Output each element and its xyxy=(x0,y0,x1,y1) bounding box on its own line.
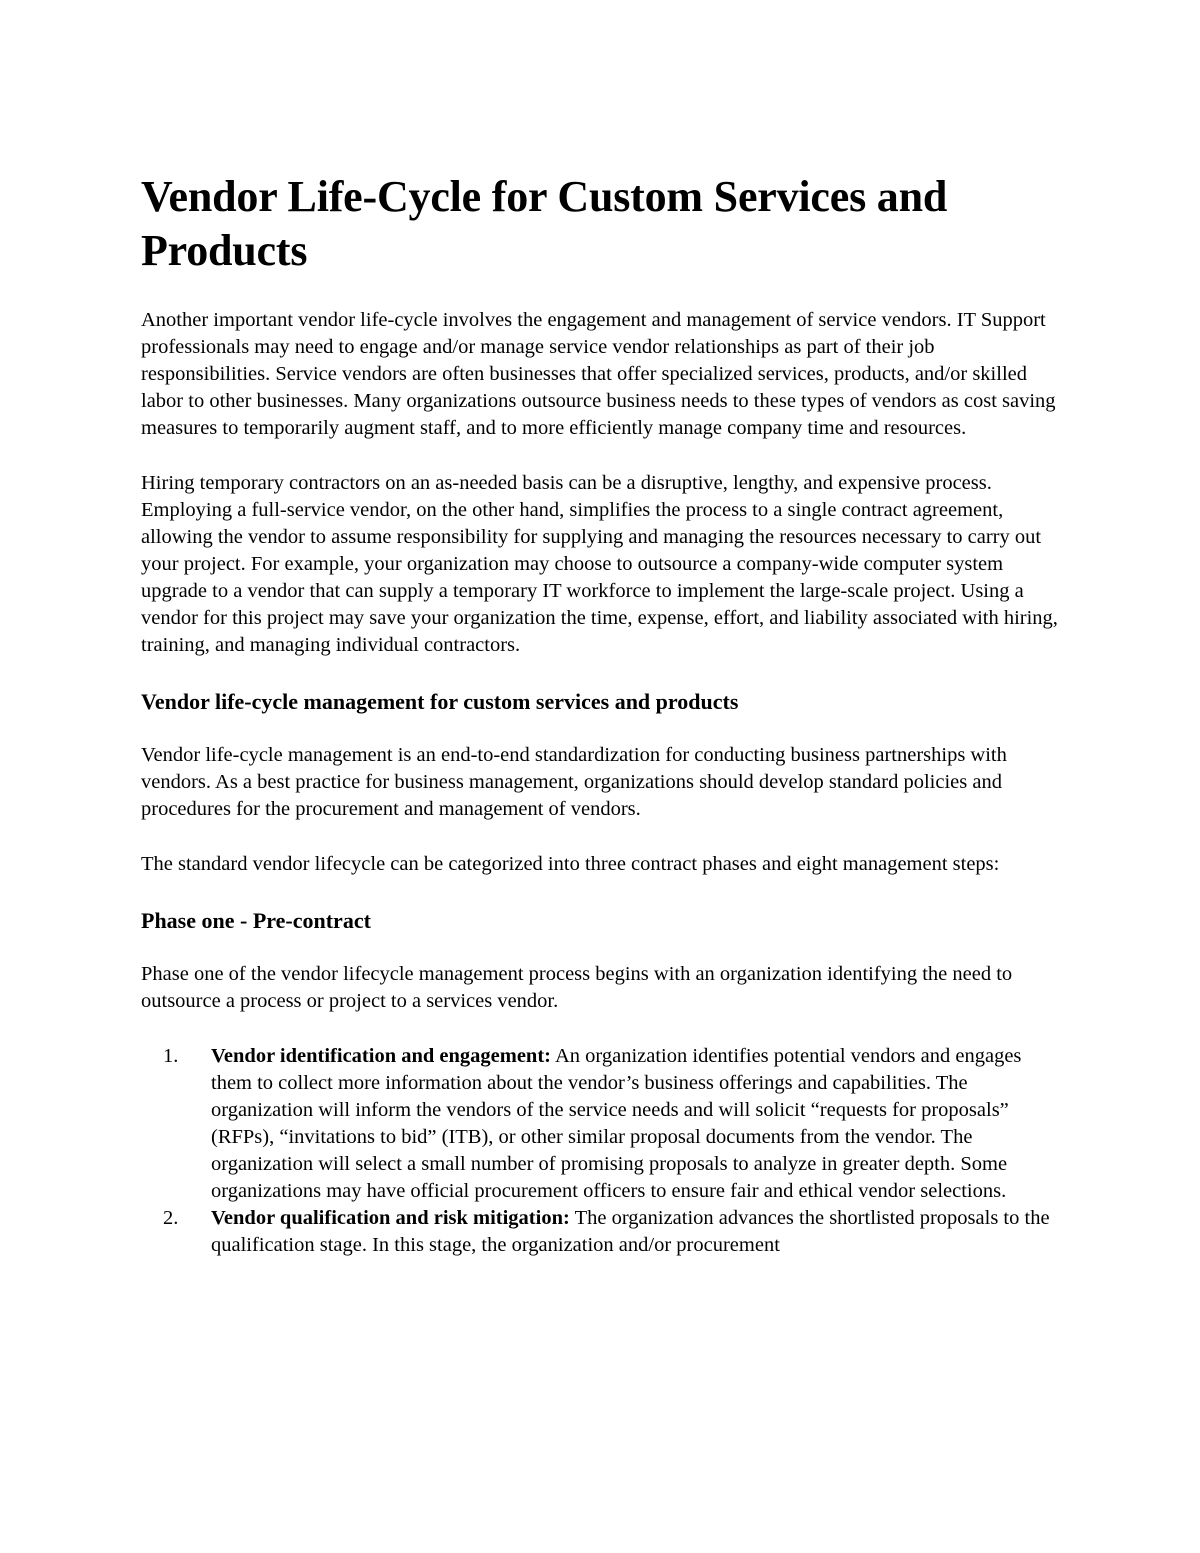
section-paragraph-1: Vendor life-cycle management is an end-to-end standardization for conducting business partnerships with vendors. As a best practice for business management, organizations should develop standard policies and procedures for the procurement and management of vendors. xyxy=(141,744,1007,820)
list-item xyxy=(141,1043,1066,1205)
document-title: Vendor Life-Cycle for Custom Services and Products xyxy=(141,172,948,275)
list-item-number: 1. xyxy=(163,1045,179,1067)
section-heading: Vendor life-cycle management for custom services and products xyxy=(141,689,739,714)
list-item-number: 2. xyxy=(163,1207,179,1229)
list-item xyxy=(141,1205,1066,1259)
intro-paragraph-2: Hiring temporary contractors on an as-needed basis can be a disruptive, lengthy, and expensive process. Employing a full-service vendor, on the other hand, simplifies the process to a single contract agreement, allowing the vendor to assume responsibility for supplying and managing the resources necessary to carry out your project. For example, your organization may choose to outsource a company-wide computer system upgrade to a vendor that can supply a temporary IT workforce to implement the large-scale project. Using a vendor for this project may save your organization the time, expense, effort, and liability associated with hiring, training, and managing individual contractors. xyxy=(141,472,1058,656)
section-paragraph-2: The standard vendor lifecycle can be categorized into three contract phases and eight management steps: xyxy=(141,853,1000,875)
list-item-text: The organization advances the shortlisted proposals to the qualification stage. In this stage, the organization and/or procurement xyxy=(211,1207,1050,1256)
list-item-text: An organization identifies potential vendors and engages them to collect more information about the vendor’s business offerings and capabilities. The organization will inform the vendors of the service needs and will solicit “requests for proposals” (RFPs), “invitations to bid” (ITB), or other similar proposal documents from the vendor. The organization will select a small number of promising proposals to analyze in greater depth. Some organizations may have official procurement officers to ensure fair and ethical vendor selections. xyxy=(211,1045,1022,1202)
intro-paragraph-1: Another important vendor life-cycle involves the engagement and management of service vendors. IT Support professionals may need to engage and/or manage service vendor relationships as part of their job responsibilities. Service vendors are often businesses that offer specialized services, products, and/or skilled labor to other businesses. Many organizations outsource business needs to these types of vendors as cost saving measures to temporarily augment staff, and to more efficiently manage company time and resources. xyxy=(141,309,1056,439)
phase-one-steps-list xyxy=(141,1043,1066,1259)
list-item-term: Vendor qualification and risk mitigation: xyxy=(211,1207,570,1229)
document-page xyxy=(141,170,1066,1259)
phase-one-heading: Phase one - Pre-contract xyxy=(141,908,371,933)
phase-one-intro: Phase one of the vendor lifecycle management process begins with an organization identifying the need to outsource a process or project to a services vendor. xyxy=(141,963,1013,1012)
list-item-term: Vendor identification and engagement: xyxy=(211,1045,551,1067)
